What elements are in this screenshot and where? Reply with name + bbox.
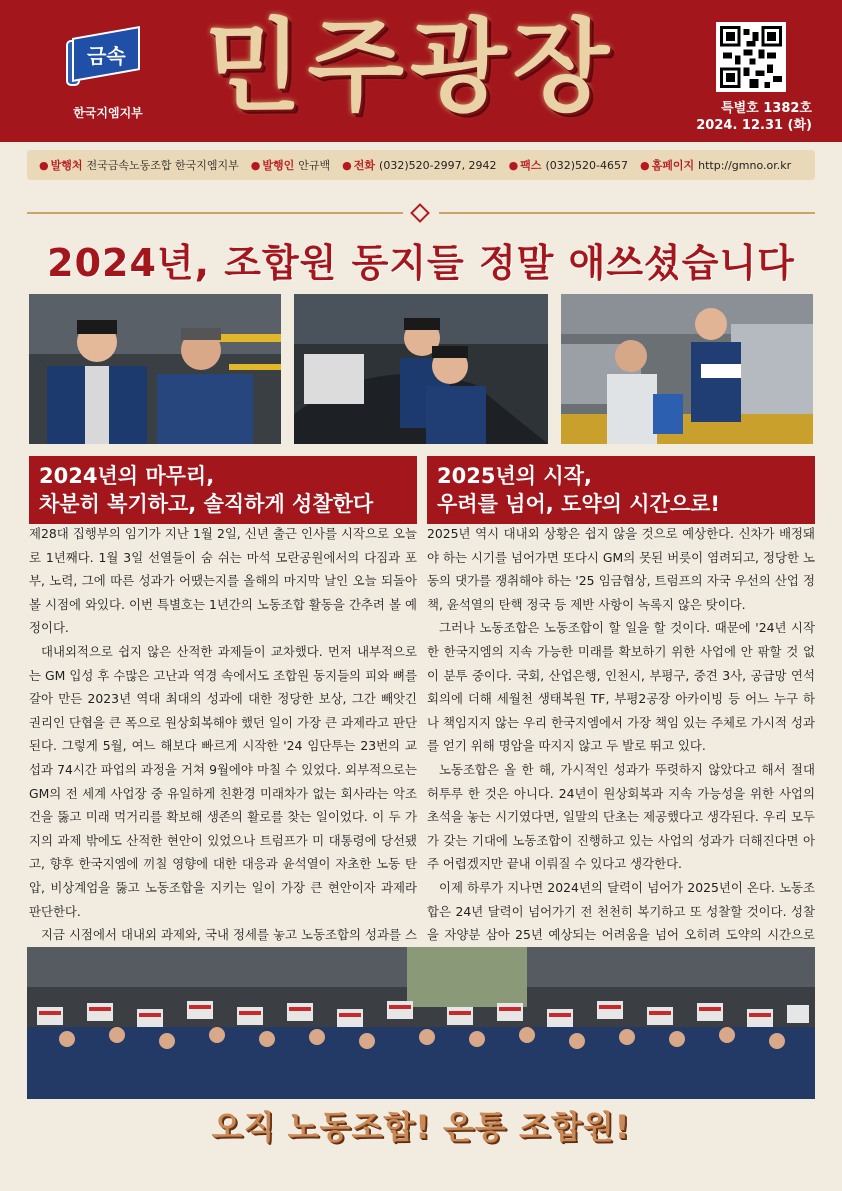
issue-number: 특별호 1382호	[721, 101, 812, 116]
photo-factory-floor	[561, 294, 813, 444]
photo-assembly-line	[294, 294, 548, 444]
main-headline: 2024년, 조합원 동지들 정말 애쓰셨습니다	[47, 241, 795, 285]
flag-icon	[72, 26, 140, 82]
union-logo	[58, 26, 158, 118]
left-heading-line1: 2024년의 마무리,	[39, 464, 215, 488]
newspaper-title: 민주광장	[204, 8, 616, 125]
qr-code-icon[interactable]	[716, 22, 786, 92]
issue-info	[696, 100, 812, 134]
left-paragraph: 지금 시점에서 대내외 과제와, 국내 정세를 놓고 노동조합의 성과를 스	[41, 927, 417, 943]
right-heading-line2: 우려를 넘어, 도약의 시간으로!	[437, 492, 720, 516]
right-section-heading	[427, 456, 815, 524]
photo-conversation	[29, 294, 281, 444]
org-name: 한국지엠지부	[73, 106, 143, 120]
fax-value: (032)520-4657	[545, 158, 628, 172]
photo-rally	[27, 947, 815, 1099]
ornament-divider	[27, 206, 815, 220]
homepage-link[interactable]: http://gmno.or.kr	[698, 158, 792, 172]
left-paragraph: 제28대 집행부의 임기가 지난 1월 2일, 신년 출근 인사를 시작으로 오늘로 1년째다. 1월 3일 선열들이 숨 쉬는 마석 모란공원에서의 다짐과 포부, 노력, 그에 따른 성과가 어땠는지를 올해의 마지막 날인 오늘 되돌아볼 시점에 와있다. 이번 특별호는 1년간의 노동조합 활동을 간추려 볼 예정이다.	[29, 526, 417, 636]
right-paragraph: 2025년 역시 대내외 상황은 쉽지 않을 것으로 예상한다. 신차가 배정돼야 하는 시기를 넘어가면 또다시 GM의 못된 버릇이 염려되고, 정당한 노동의 댓가를 쟁취해야 하는 '25 임금협상, 트럼프의 자국 우선의 산업 정책, 윤석열의 탄핵 정국 등 제반 사항이 녹록지 않은 탓이다.	[427, 526, 815, 612]
phone-label: ● 전화	[342, 157, 375, 173]
right-paragraph: 이제 하루가 지나면 2024년의 달력이 넘어가 2025년이 온다. 노동조합은 24년 달력이 넘어가기 전 천천히 복기하고 또 성찰할 것이다. 성찰을 자양분 삼아 25년 예상되는 어려움을 넘어 오히려 도약의 시간으로	[427, 879, 815, 943]
issuer-value: 안규백	[298, 159, 331, 172]
slogan: 오직 노동조합! 온통 조합원!	[211, 1108, 631, 1146]
diamond-icon	[410, 203, 430, 223]
phone-value: (032)520-2997, 2942	[379, 158, 497, 172]
right-article	[427, 522, 815, 970]
publisher-value: 전국금속노동조합 한국지엠지부	[86, 159, 239, 172]
masthead	[0, 0, 842, 142]
right-paragraph: 그러나 노동조합은 노동조합이 할 일을 할 것이다. 때문에 '24년 시작한 한국지엠의 지속 가능한 미래를 확보하기 위한 사업에 안 팎할 것 없이 분투 중이다. 국회, 산업은행, 인천시, 부평구, 중견 3사, 공급망 연석회의에 더해 세월천 생태복원 TF, 부평2공장 아카이빙 등 어느 누구 하나 책임지지 않는 우리 한국지엠에서 가장 책임 있는 주체로 가시적 성과를 얻기 위해 명암을 따지지 않고 두 발로 뛰고 있다.	[427, 620, 815, 754]
publisher-info-bar	[27, 150, 815, 180]
issue-date: 2024. 12.31 (화)	[696, 118, 812, 133]
issuer-label: ● 발행인	[251, 157, 295, 173]
right-heading-line1: 2025년의 시작,	[437, 464, 592, 488]
logo-text: 금속	[86, 43, 126, 68]
left-paragraph: 대내외적으로 쉽지 않은 산적한 과제들이 교차했다. 먼저 내부적으로는 GM 입성 후 수많은 고난과 역경 속에서도 조합원 동지들의 피와 뼈를 갈아 만든 2023년 역대 최대의 성과에 대한 정당한 보상, 그간 빼앗긴 권리인 단협을 큰 폭으로 원상회복해야 했던 일이 가장 큰 과제라고 판단된다. 그렇게 5월, 여느 해보다 빠르게 시작한 '24 임단투는 23번의 교섭과 74시간 파업의 과정을 거쳐 9월에야 마칠 수 있었다. 외부적으로는 GM의 전 세계 사업장 중 유일하게 친환경 미래차가 없는 회사라는 악조건을 뚫고 미래 먹거리를 확보해 생존의 활로를 찾는 일이었다. 이 두 가지의 과제 밖에도 산적한 현안이 있었으나 트럼프가 미 대통령에 당선됐고, 향후 한국지엠에 끼칠 영향에 대한 대응과 윤석열이 자초한 노동 탄압, 비상계엄을 뚫고 노동조합을 지키는 일이 가장 큰 현안이자 과제라 판단한다.	[29, 643, 417, 919]
homepage-label: ● 홈페이지	[640, 157, 694, 173]
right-paragraph: 노동조합은 올 한 해, 가시적인 성과가 뚜렷하지 않았다고 해서 절대 허투루 한 것은 아니다. 24년이 원상회복과 지속 가능성을 위한 사업의 초석을 놓는 시기였다면, 일말의 단초는 제공했다고 생각된다. 우리 모두가 갖는 기대에 노동조합이 진행하고 있는 사업의 성과가 더해진다면 아주 어렵겠지만 끝내 이뤄질 수 있다고 생각한다.	[427, 761, 815, 872]
fax-label: ● 팩스	[509, 157, 542, 173]
left-section-heading	[29, 456, 417, 524]
publisher-label: ● 발행처	[39, 157, 83, 173]
left-heading-line2: 차분히 복기하고, 솔직하게 성찰한다	[39, 492, 374, 516]
